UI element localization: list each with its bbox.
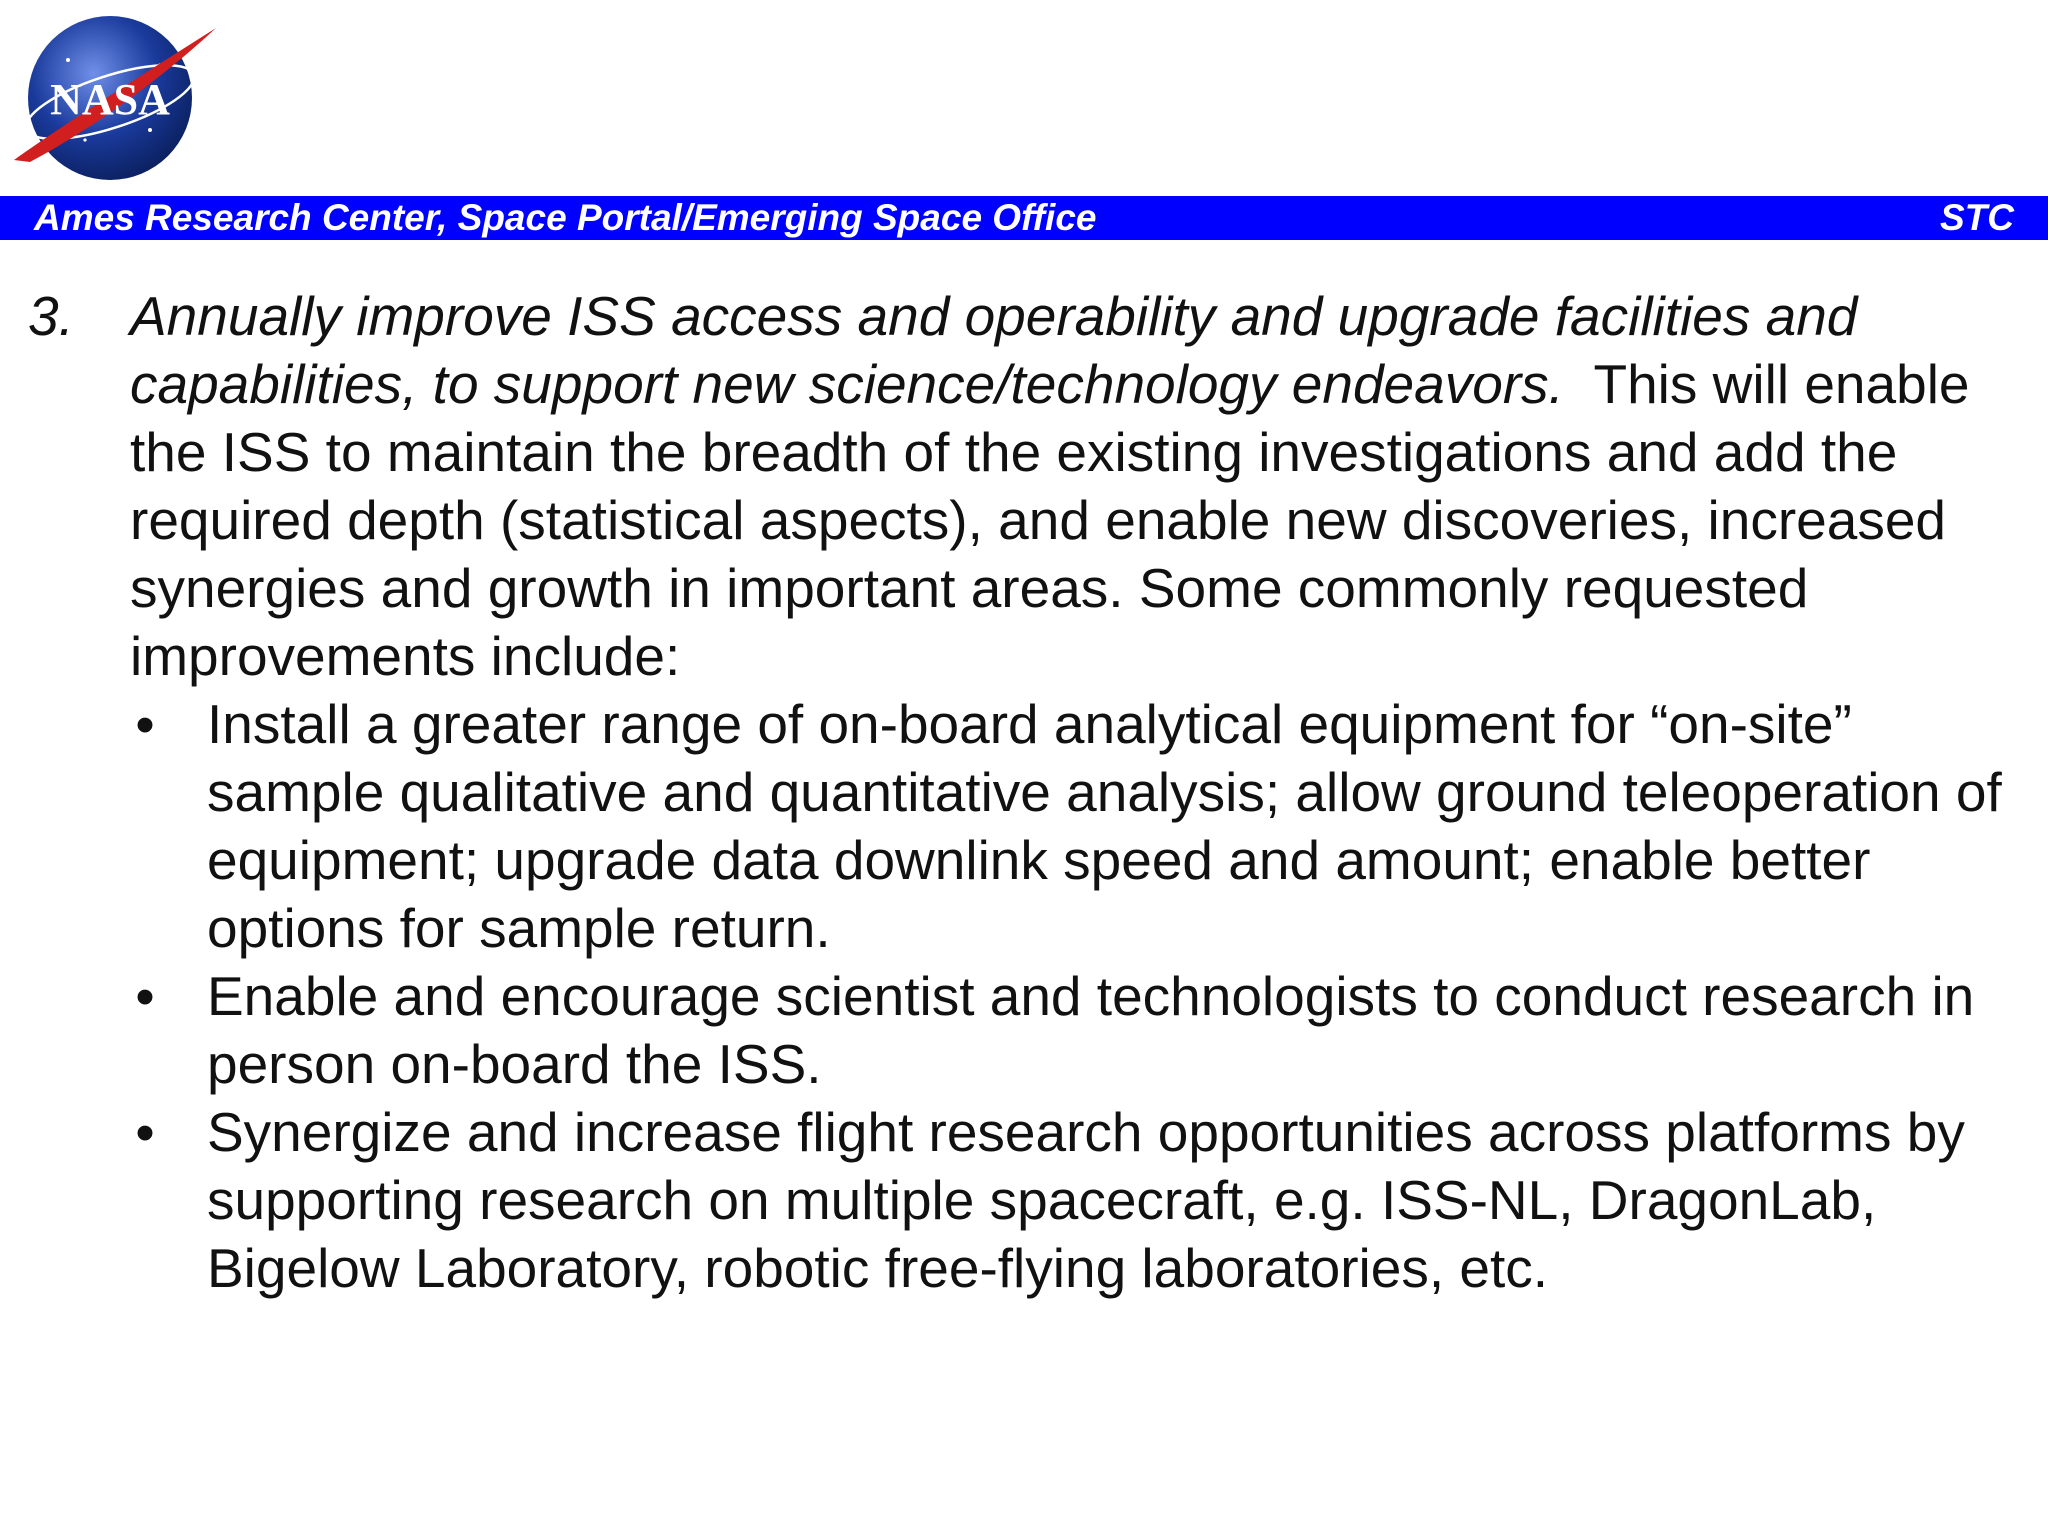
bullet-text: Enable and encourage scientist and technologists to conduct research in person on-board the ISS. [207,965,1975,1095]
header-code: STC [1940,197,2014,238]
bullet-text: Synergize and increase flight research opportunities across platforms by supporting research on multiple spacecraft, e.g. ISS-NL, DragonLab, Bigelow Laboratory, robotic free-flying laboratories, etc. [207,1101,1965,1299]
item-lead: Annually improve ISS access and operability and upgrade facilities and capabilities, to support new science/technology endeavors. [130,285,1858,415]
numbered-item [28,282,2018,1302]
logo-text: NASA [50,75,170,124]
bullet-icon: • [135,1101,155,1163]
item-body: This will enable the ISS to maintain the breadth of the existing investigations and add the required depth (statistical aspects), and enable new discoveries, increased synergies and growth in important areas. Some commonly requested improvements include: [130,353,1970,687]
header-bar [0,196,2048,240]
list-item [130,962,2018,1098]
bullet-icon: • [135,965,155,1027]
header-organization: Ames Research Center, Space Portal/Emerging Space Office [34,197,1097,238]
bullet-text: Install a greater range of on-board analytical equipment for “on-site” sample qualitative and quantitative analysis; allow ground teleoperation of equipment; upgrade data downlink speed and amount; enable better options for sample return. [207,693,2002,959]
slide-content [28,282,2018,1302]
list-item [130,690,2018,962]
item-number: 3. [28,285,74,347]
nasa-meatball-icon [10,10,220,180]
nasa-logo [10,10,220,180]
bullet-icon: • [135,693,155,755]
list-item [130,1098,2018,1302]
bullet-list [130,690,2018,1302]
